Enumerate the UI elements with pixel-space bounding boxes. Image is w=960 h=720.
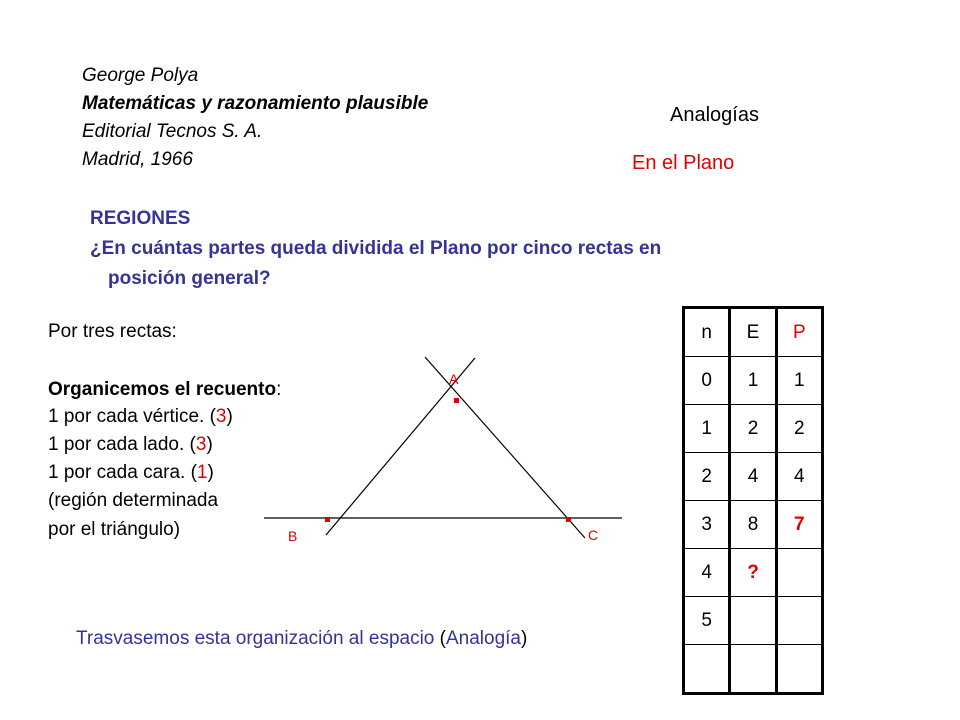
cell-e: 2 xyxy=(730,405,776,453)
label-c: C xyxy=(588,527,599,543)
cell-p xyxy=(776,549,822,597)
cell-p: 2 xyxy=(776,405,822,453)
subtopic-heading: En el Plano xyxy=(632,152,735,174)
point-a xyxy=(454,398,459,403)
question-label: REGIONES xyxy=(90,208,191,229)
cell-e: 8 xyxy=(730,501,776,549)
table-row xyxy=(684,405,823,453)
header-e: E xyxy=(730,308,776,357)
point-c xyxy=(566,517,571,522)
organize-bold: Organicemos el recuento xyxy=(48,379,277,400)
cell-n: 2 xyxy=(684,453,730,501)
reference-author: George Polya xyxy=(82,65,199,86)
footer-analogy: Analogía xyxy=(445,628,521,649)
cell-p-highlight: 7 xyxy=(776,501,822,549)
face-count: 1 xyxy=(196,462,208,483)
cell-p xyxy=(776,597,822,645)
cell-n: 5 xyxy=(684,597,730,645)
intro-text: Por tres rectas: xyxy=(48,321,177,342)
reference-title: Matemáticas y razonamiento plausible xyxy=(82,93,429,114)
topic-heading: Analogías xyxy=(670,104,759,126)
face-close: ) xyxy=(207,462,214,483)
cell-e xyxy=(730,645,776,694)
cell-p xyxy=(776,645,822,694)
side-text: 1 por cada lado. ( xyxy=(48,434,196,455)
header-n: n xyxy=(684,308,730,357)
label-b: B xyxy=(288,528,298,544)
question-line1: ¿En cuántas partes queda dividida el Plano por cinco rectas en xyxy=(90,238,662,259)
table-row xyxy=(684,597,823,645)
table-row xyxy=(684,549,823,597)
table-row xyxy=(684,501,823,549)
region-line2: por el triángulo) xyxy=(48,519,181,540)
point-b xyxy=(325,517,330,522)
vertex-count: 3 xyxy=(215,406,227,427)
reference-publisher: Editorial Tecnos S. A. xyxy=(82,121,263,142)
cell-e-unknown: ? xyxy=(730,549,776,597)
cell-e: 1 xyxy=(730,357,776,405)
cell-e xyxy=(730,597,776,645)
side-count: 3 xyxy=(195,434,207,455)
region-line1: (región determinada xyxy=(48,490,219,511)
cell-e: 4 xyxy=(730,453,776,501)
cell-n xyxy=(684,645,730,694)
cell-n: 0 xyxy=(684,357,730,405)
table-row xyxy=(684,645,823,694)
cell-n: 4 xyxy=(684,549,730,597)
cell-n: 3 xyxy=(684,501,730,549)
table-row xyxy=(684,453,823,501)
vertex-close: ) xyxy=(226,406,233,427)
footer-text: Trasvasemos esta organización al espacio xyxy=(76,628,440,649)
table-row xyxy=(684,357,823,405)
footer-paren-close: ) xyxy=(521,628,528,649)
reference-place-year: Madrid, 1966 xyxy=(82,149,193,170)
question-line2: posición general? xyxy=(108,268,271,289)
table-header-row xyxy=(684,308,823,357)
footer-paren-open: ( xyxy=(439,628,446,649)
counting-table xyxy=(682,306,824,695)
footer-line xyxy=(76,628,527,650)
side-close: ) xyxy=(206,434,213,455)
cell-n: 1 xyxy=(684,405,730,453)
cell-p: 4 xyxy=(776,453,822,501)
header-p: P xyxy=(776,308,822,357)
organize-colon: : xyxy=(276,379,282,400)
vertex-text: 1 por cada vértice. ( xyxy=(48,406,216,427)
cell-p: 1 xyxy=(776,357,822,405)
face-text: 1 por cada cara. ( xyxy=(48,462,197,483)
label-a: A xyxy=(449,371,459,387)
